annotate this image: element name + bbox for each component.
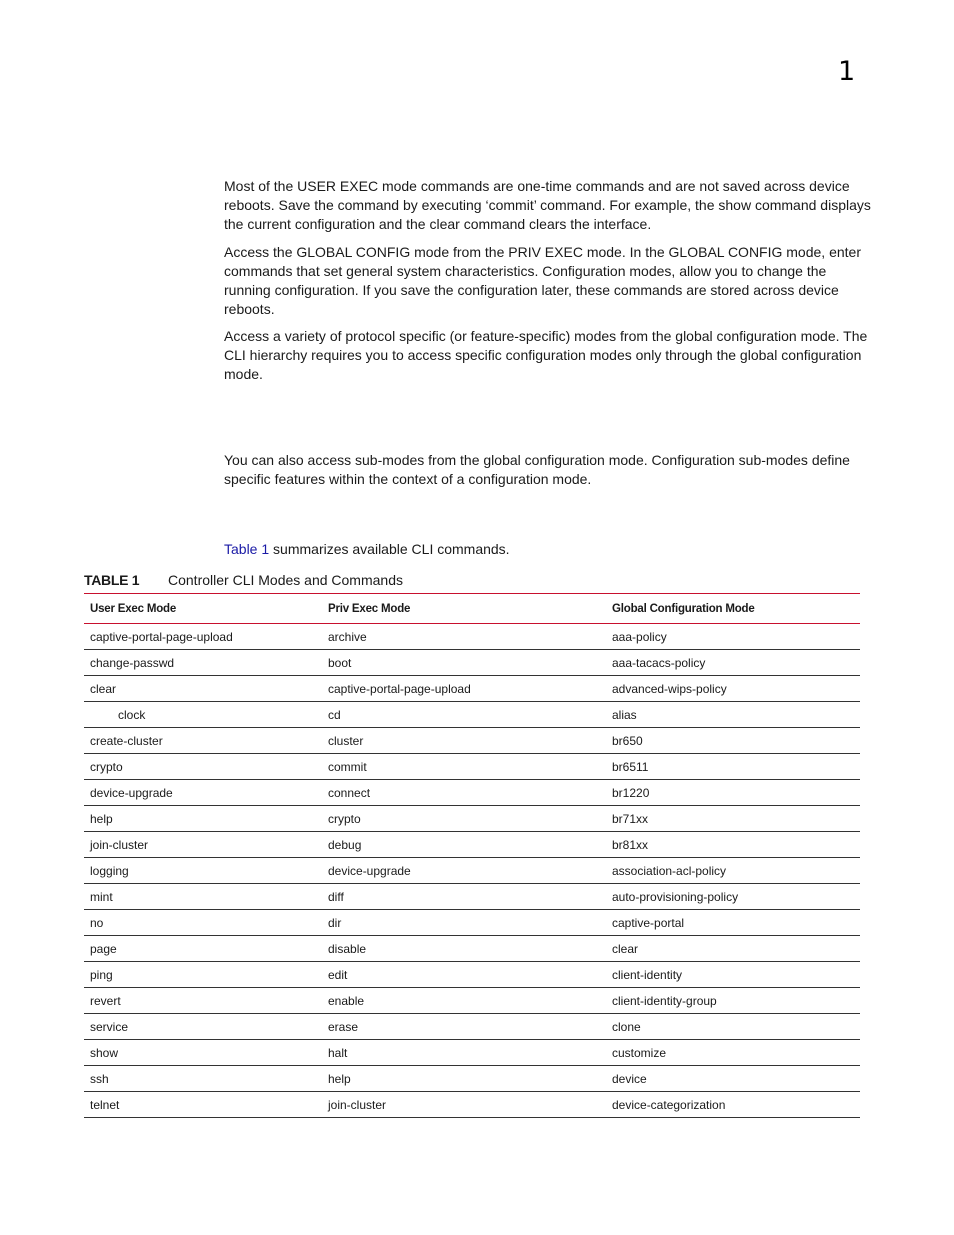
paragraph-protocol-modes: Access a variety of protocol specific (or feature-specific) modes from the global configuration mode. The CLI hierarchy requires you to access specific configuration modes only through the global configuration mode. [224,328,868,382]
cell-user-exec: create-cluster [84,728,322,754]
paragraph-sub-modes: You can also access sub-modes from the global configuration mode. Configuration sub-modes define specific features within the context of a configuration mode. [224,452,850,487]
cell-priv-exec: help [322,1066,606,1092]
cell-priv-exec: commit [322,754,606,780]
cell-global-config: advanced-wips-policy [606,676,860,702]
cell-user-exec: revert [84,988,322,1014]
cell-global-config: br6511 [606,754,860,780]
cell-priv-exec: device-upgrade [322,858,606,884]
chapter-number: 1 [838,56,856,87]
table-row [84,624,860,650]
cell-global-config: br650 [606,728,860,754]
cell-priv-exec: dir [322,910,606,936]
cell-global-config: clear [606,936,860,962]
cell-priv-exec: captive-portal-page-upload [322,676,606,702]
cell-priv-exec: join-cluster [322,1092,606,1118]
table-row [84,806,860,832]
table-row [84,754,860,780]
cell-global-config: client-identity [606,962,860,988]
cell-priv-exec: edit [322,962,606,988]
cell-priv-exec: archive [322,624,606,650]
header-user-exec: User Exec Mode [84,594,322,624]
cell-user-exec: logging [84,858,322,884]
cell-priv-exec: erase [322,1014,606,1040]
table-row [84,1066,860,1092]
cell-global-config: br81xx [606,832,860,858]
table-row [84,962,860,988]
cell-priv-exec: boot [322,650,606,676]
cell-global-config: captive-portal [606,910,860,936]
cell-priv-exec: debug [322,832,606,858]
cell-global-config: alias [606,702,860,728]
table-reference-sentence [224,540,872,559]
paragraph-global-config: Access the GLOBAL CONFIG mode from the PRIV EXEC mode. In the GLOBAL CONFIG mode, enter commands that set general system characteristics. Configuration modes, allow you to change the running configuration. If you save the configuration later, these commands are stored across device reboots. [224,244,861,317]
header-priv-exec: Priv Exec Mode [322,594,606,624]
table-row [84,832,860,858]
cell-global-config: client-identity-group [606,988,860,1014]
cell-global-config: clone [606,1014,860,1040]
header-global-config: Global Configuration Mode [606,594,860,624]
cell-global-config: association-acl-policy [606,858,860,884]
cell-global-config: customize [606,1040,860,1066]
table-row [84,676,860,702]
cell-priv-exec: crypto [322,806,606,832]
cell-user-exec: ssh [84,1066,322,1092]
table-row [84,884,860,910]
table-reference-text: summarizes available CLI commands. [269,541,510,557]
cell-user-exec: telnet [84,1092,322,1118]
table-row [84,780,860,806]
cell-global-config: auto-provisioning-policy [606,884,860,910]
table-caption-number: TABLE 1 [84,572,140,588]
cell-global-config: br1220 [606,780,860,806]
table-row [84,1014,860,1040]
cell-user-exec: mint [84,884,322,910]
cell-user-exec: captive-portal-page-upload [84,624,322,650]
table-row [84,728,860,754]
cell-priv-exec: disable [322,936,606,962]
table-row [84,988,860,1014]
table-header-row [84,594,860,624]
cell-user-exec: join-cluster [84,832,322,858]
cell-priv-exec: cluster [322,728,606,754]
table-row [84,1040,860,1066]
cell-global-config: aaa-policy [606,624,860,650]
cell-user-exec: no [84,910,322,936]
table-caption [84,571,403,589]
cell-user-exec: service [84,1014,322,1040]
cell-global-config: aaa-tacacs-policy [606,650,860,676]
table-row [84,650,860,676]
cell-user-exec: show [84,1040,322,1066]
table-row [84,858,860,884]
paragraph-user-exec: Most of the USER EXEC mode commands are one-time commands and are not saved across device reboots. Save the command by executing ‘commit’ command. For example, the show command displays the current configuration and the clear command clears the interface. [224,178,871,232]
table-row [84,910,860,936]
cell-priv-exec: enable [322,988,606,1014]
table-row [84,936,860,962]
cell-user-exec: page [84,936,322,962]
cli-modes-table [84,593,860,1118]
table-row [84,1092,860,1118]
cell-priv-exec: cd [322,702,606,728]
cell-user-exec: change-passwd [84,650,322,676]
cell-user-exec: crypto [84,754,322,780]
table-caption-title: Controller CLI Modes and Commands [168,572,403,588]
cell-priv-exec: connect [322,780,606,806]
cell-global-config: br71xx [606,806,860,832]
cell-user-exec: help [84,806,322,832]
cell-priv-exec: diff [322,884,606,910]
cell-user-exec: clear [84,676,322,702]
cell-user-exec: ping [84,962,322,988]
cell-user-exec: clock [84,702,322,728]
table-1-link[interactable]: Table 1 [224,541,270,557]
cell-global-config: device-categorization [606,1092,860,1118]
cell-global-config: device [606,1066,860,1092]
cell-priv-exec: halt [322,1040,606,1066]
cell-user-exec: device-upgrade [84,780,322,806]
table-row [84,702,860,728]
